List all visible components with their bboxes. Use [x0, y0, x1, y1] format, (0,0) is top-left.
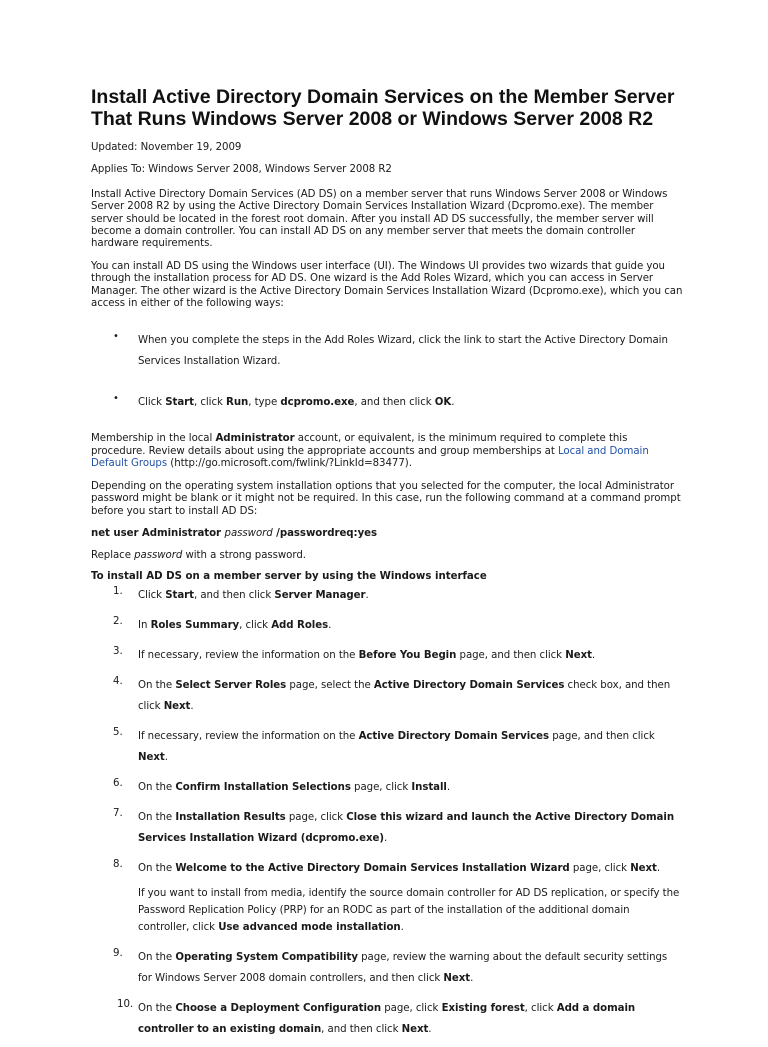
- step-text: Click Start, and then click Server Manager.: [138, 590, 369, 602]
- step-item: [91, 613, 683, 634]
- step-number: 6.: [113, 778, 123, 790]
- local-and-domain-groups-link[interactable]: Local and Domain Default Groups: [91, 445, 649, 470]
- step-item: [91, 673, 683, 715]
- bullet-icon: •: [113, 331, 119, 343]
- step-text: If necessary, review the information on the Before You Begin page, and then click Next.: [138, 650, 596, 662]
- procedure-steps: [91, 583, 683, 1038]
- updated-date: Updated: November 19, 2009: [91, 142, 242, 153]
- password-note-paragraph: Depending on the operating system installation options that you selected for the computer, the local Administrator password might be blank or it might not be required. In this case, run the following command at a command prompt before you start to install AD DS:: [91, 480, 681, 517]
- membership-paragraph: Membership in the local Administrator account, or equivalent, is the minimum required to complete this procedure. Review details about using the appropriate accounts and group memberships at Local and Domain Default Groups (http://go.microsoft.com/fwlink/?LinkId=83477).: [91, 433, 649, 470]
- list-item: [91, 390, 683, 411]
- step-item: [91, 996, 683, 1038]
- step-number: 2.: [113, 616, 123, 628]
- step-item: [91, 945, 683, 987]
- step-text: If necessary, review the information on the Active Directory Domain Services page, and then click Next.: [138, 731, 655, 764]
- step-text: On the Operating System Compatibility page, review the warning about the default security settings for Windows Server 2008 domain controllers, and then click Next.: [138, 952, 668, 985]
- step-number: 5.: [113, 727, 123, 739]
- step-number: 1.: [113, 586, 123, 598]
- step-text: On the Select Server Roles page, select the Active Directory Domain Services check box, and then click Next.: [138, 680, 671, 713]
- replace-password-note: Replace password with a strong password.: [91, 550, 306, 562]
- step-item: [91, 775, 683, 796]
- step-item: [91, 724, 683, 766]
- step-item: [91, 583, 683, 604]
- list-item-text: When you complete the steps in the Add Roles Wizard, click the link to start the Active Directory Domain Services Installation Wizard.: [138, 335, 668, 368]
- wizard-access-list: [91, 328, 683, 411]
- intro-paragraph-2: You can install AD DS using the Windows user interface (UI). The Windows UI provides two wizards that guide you through the installation process for AD DS. One wizard is the Add Roles Wizard, which you can access in Server Manager. The other wizard is the Active Directory Domain Services Installation Wizard (Dcpromo.exe), which you can access in either of the following ways:: [91, 260, 683, 310]
- command-line: net user Administrator password /passwordreq:yes: [91, 527, 378, 539]
- list-item: [91, 328, 683, 370]
- step-number: 3.: [113, 646, 123, 658]
- step-text: On the Choose a Deployment Configuration page, click Existing forest, click Add a domain controller to an existing domain, and then click Next.: [138, 1003, 636, 1036]
- step-number: 10.: [117, 999, 134, 1011]
- step-item: [91, 805, 683, 847]
- step-text: On the Welcome to the Active Directory Domain Services Installation Wizard page, click Next.: [138, 863, 661, 875]
- step-item: [91, 856, 683, 936]
- step-number: 8.: [113, 859, 123, 871]
- step-text: On the Confirm Installation Selections page, click Install.: [138, 782, 451, 794]
- step-item: [91, 643, 683, 664]
- intro-paragraph-1: Install Active Directory Domain Services (AD DS) on a member server that runs Windows Server 2008 or Windows Server 2008 R2 by using the Active Directory Domain Services Installation Wizard (Dcpromo.exe). The member server should be located in the forest root domain. After you install AD DS successfully, the member server will become a domain controller. You can install AD DS on any member server that meets the domain controller hardware requirements.: [91, 188, 668, 250]
- step-text: In Roles Summary, click Add Roles.: [138, 620, 332, 632]
- step-text: On the Installation Results page, click Close this wizard and launch the Active Directory Domain Services Installation Wizard (dcpromo.exe).: [138, 812, 675, 845]
- list-item-text: Click Start, click Run, type dcpromo.exe, and then click OK.: [138, 397, 455, 409]
- step-number: 7.: [113, 808, 123, 820]
- step-number: 9.: [113, 948, 123, 960]
- article-body: [91, 86, 683, 1047]
- applies-to: Applies To: Windows Server 2008, Windows Server 2008 R2: [91, 164, 392, 176]
- bullet-icon: •: [113, 393, 119, 405]
- step-note: If you want to install from media, identify the source domain controller for AD DS replication, or specify the Password Replication Policy (PRP) for an RODC as part of the installation of the additional domain controller, click Use advanced mode installation.: [138, 888, 680, 934]
- procedure-heading: To install AD DS on a member server by using the Windows interface: [91, 570, 487, 582]
- page-title: Install Active Directory Domain Services on the Member Server That Runs Windows Server 2008 or Windows Server 2008 R2: [91, 86, 675, 130]
- step-number: 4.: [113, 676, 123, 688]
